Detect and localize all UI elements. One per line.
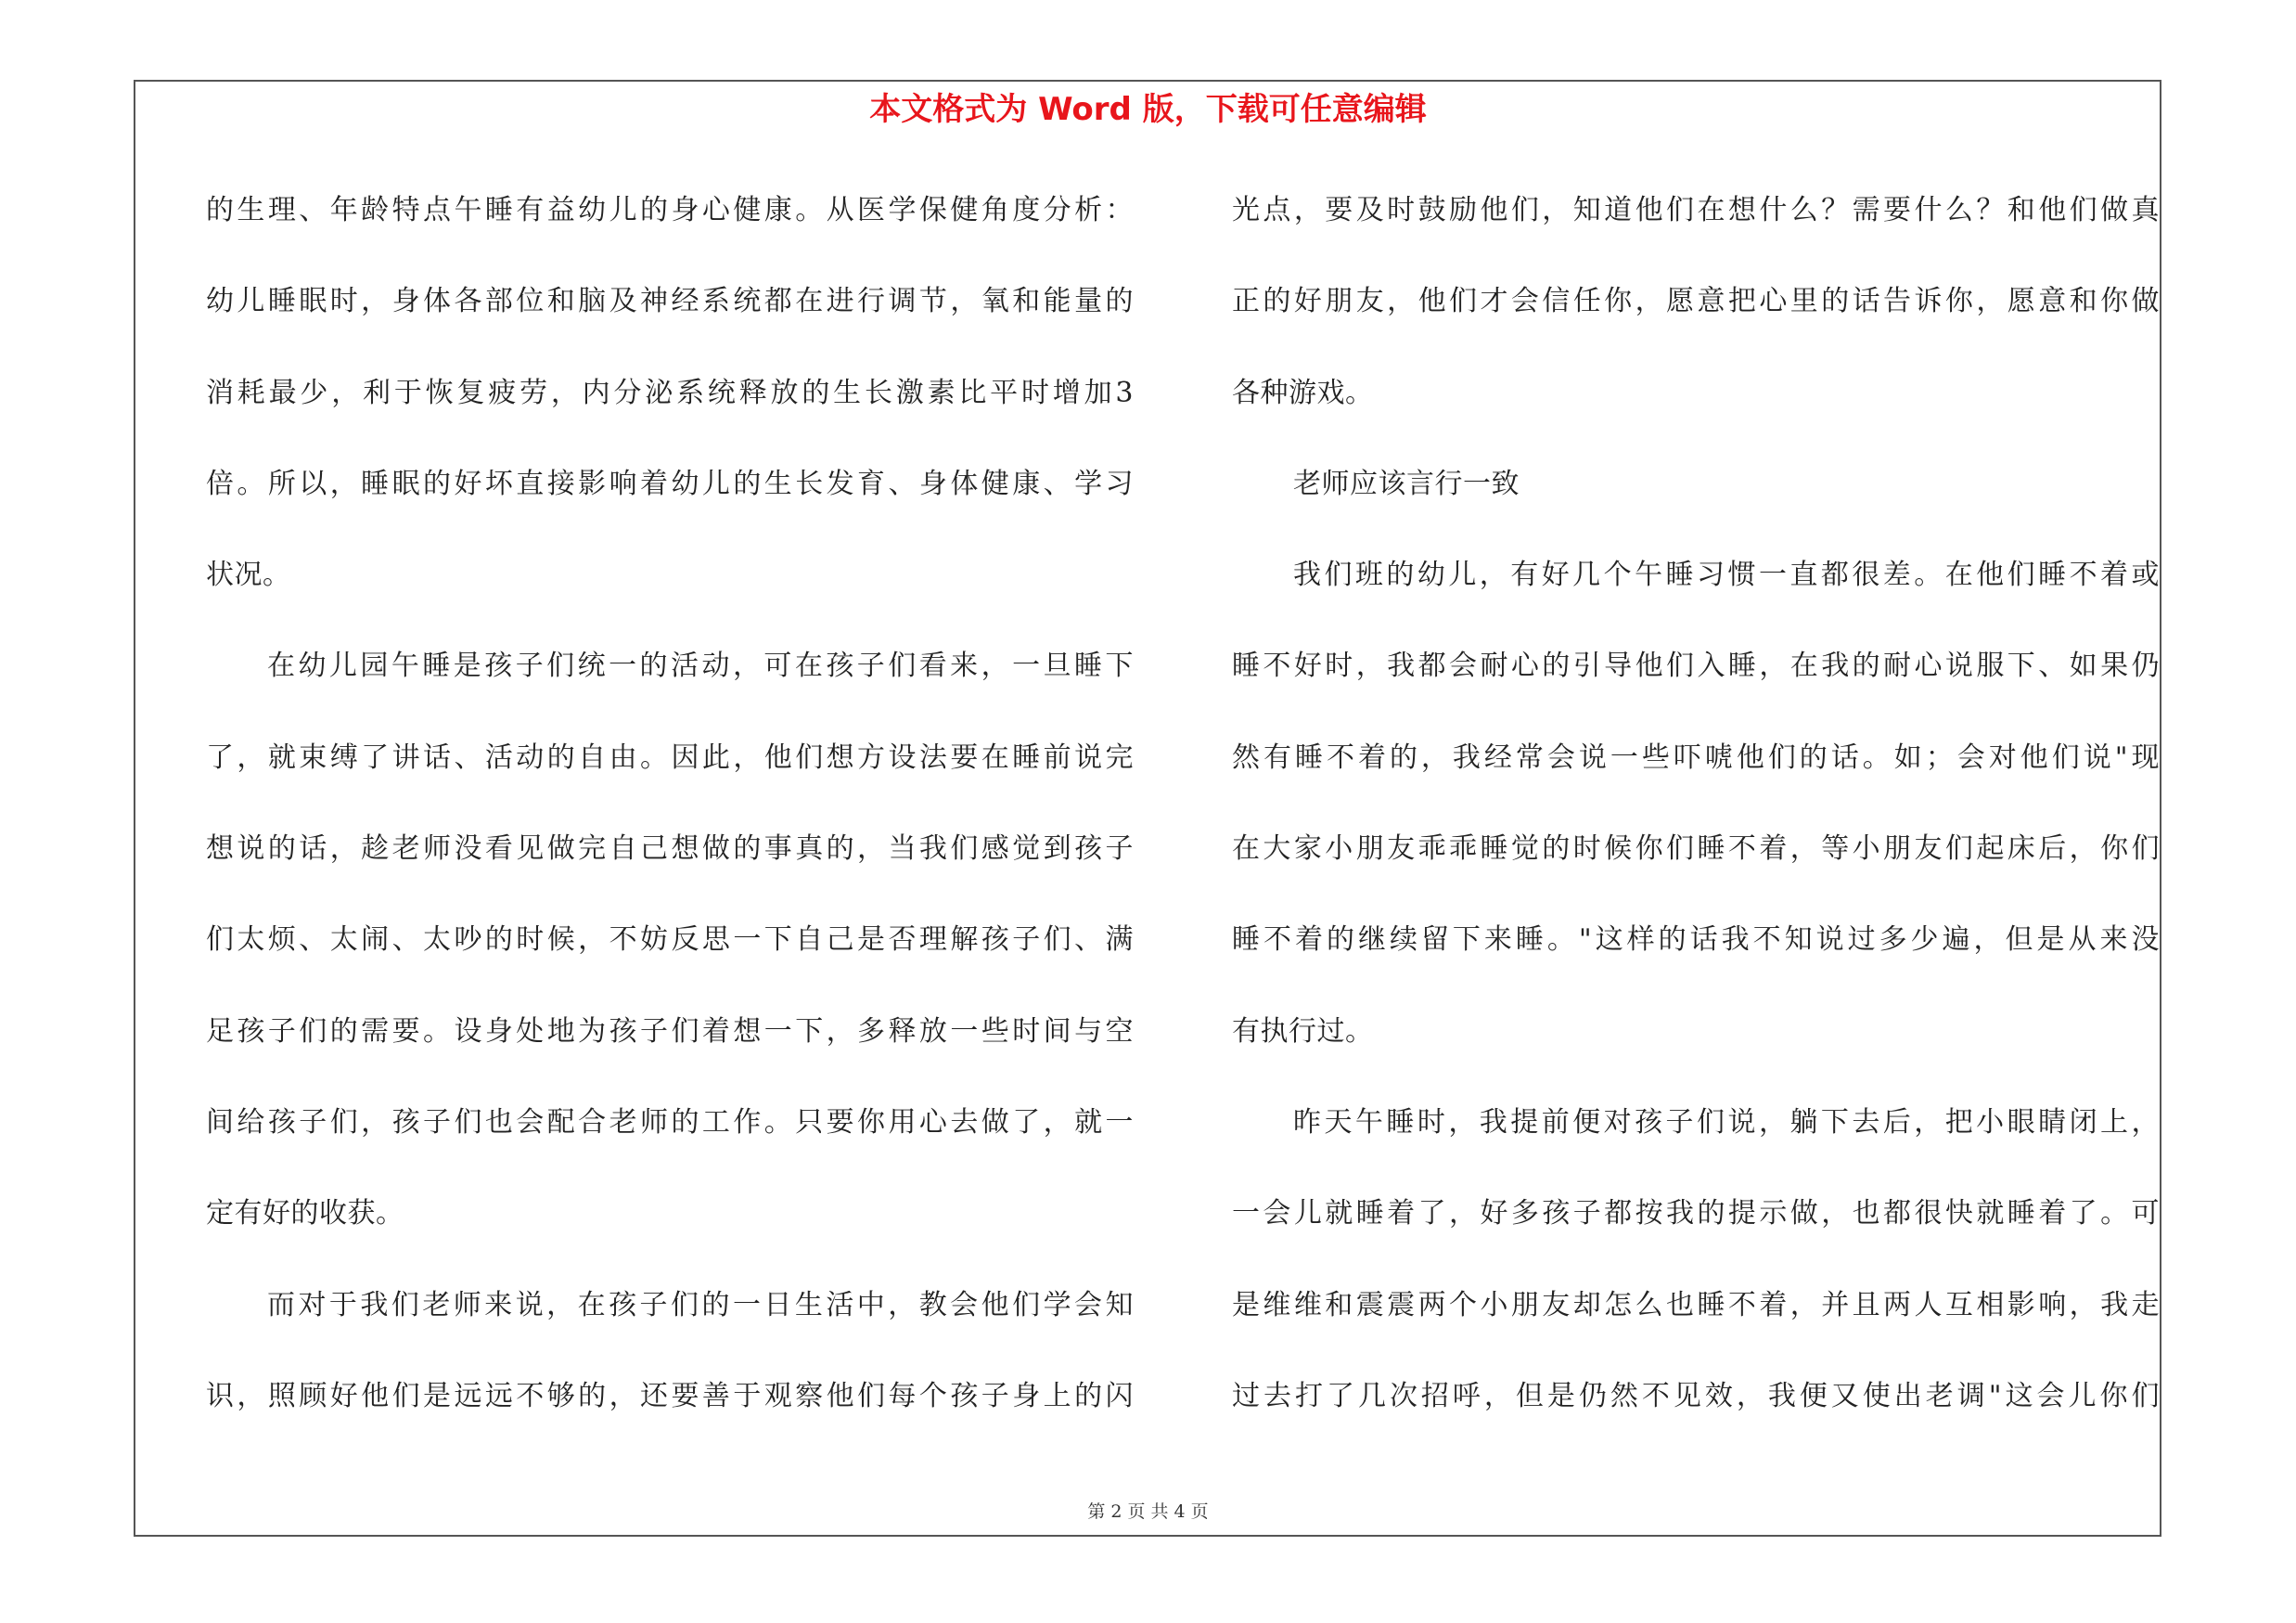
text-line: 我们班的幼儿，有好几个午睡习惯一直都很差。在他们睡不着或 <box>1293 559 2160 592</box>
text-line: 而对于我们老师来说，在孩子们的一日生活中，教会他们学会知 <box>267 1288 1134 1321</box>
text-line: 昨天午睡时，我提前便对孩子们说，躺下去后，把小眼睛闭上， <box>1293 1105 2160 1139</box>
page-number-footer: 第 2 页 共 4 页 <box>1087 1501 1209 1522</box>
text-line: 睡不着的继续留下来睡。"这样的话我不知说过多少遍，但是从来没 <box>1232 923 2160 957</box>
text-line: 消耗最少，利于恢复疲劳，内分泌系统释放的生长激素比平时增加3 <box>206 376 1134 409</box>
text-line: 有执行过。 <box>1232 1014 1374 1048</box>
text-line: 睡不好时，我都会耐心的引导他们入睡，在我的耐心说服下、如果仍 <box>1232 650 2160 683</box>
text-line: 一会儿就睡着了，好多孩子都按我的提示做，也都很快就睡着了。可 <box>1232 1197 2160 1230</box>
text-line: 幼儿睡眠时，身体各部位和脑及神经系统都在进行调节，氧和能量的 <box>206 285 1134 318</box>
text-line: 倍。所以，睡眠的好坏直接影响着幼儿的生长发育、身体健康、学习 <box>206 467 1134 500</box>
right-text-column <box>1232 182 2160 1459</box>
text-line: 了，就束缚了讲话、活动的自由。因此，他们想方设法要在睡前说完 <box>206 741 1134 774</box>
text-line: 定有好的收获。 <box>206 1197 404 1230</box>
text-line: 在大家小朋友乖乖睡觉的时候你们睡不着，等小朋友们起床后，你们 <box>1232 832 2160 866</box>
text-line: 是维维和震震两个小朋友却怎么也睡不着，并且两人互相影响，我走 <box>1232 1288 2160 1321</box>
text-line: 光点，要及时鼓励他们，知道他们在想什么？需要什么？和他们做真 <box>1232 194 2160 226</box>
text-line: 们太烦、太闹、太吵的时候，不妨反思一下自己是否理解孩子们、满 <box>206 923 1134 957</box>
text-line: 正的好朋友，他们才会信任你，愿意把心里的话告诉你，愿意和你做 <box>1232 285 2160 318</box>
text-line: 的生理、年龄特点午睡有益幼儿的身心健康。从医学保健角度分析： <box>206 194 1134 226</box>
text-line: 老师应该言行一致 <box>1293 467 1520 500</box>
text-line: 想说的话，趁老师没看见做完自己想做的事真的，当我们感觉到孩子 <box>206 832 1134 866</box>
text-line: 过去打了几次招呼，但是仍然不见效，我便又使出老调"这会儿你们 <box>1232 1379 2160 1412</box>
text-line: 识，照顾好他们是远远不够的，还要善于观察他们每个孩子身上的闪 <box>206 1379 1134 1412</box>
text-line: 各种游戏。 <box>1232 376 1374 409</box>
format-banner: 本文格式为 Word 版，下载可任意编辑 <box>869 91 1427 128</box>
text-line: 然有睡不着的，我经常会说一些吓唬他们的话。如；会对他们说"现 <box>1232 741 2160 774</box>
text-line: 间给孩子们，孩子们也会配合老师的工作。只要你用心去做了，就一 <box>206 1105 1134 1139</box>
left-text-column <box>206 182 1134 1459</box>
text-line: 足孩子们的需要。设身处地为孩子们着想一下，多释放一些时间与空 <box>206 1014 1134 1048</box>
text-line: 状况。 <box>206 559 291 592</box>
text-line: 在幼儿园午睡是孩子们统一的活动，可在孩子们看来，一旦睡下 <box>267 650 1134 683</box>
